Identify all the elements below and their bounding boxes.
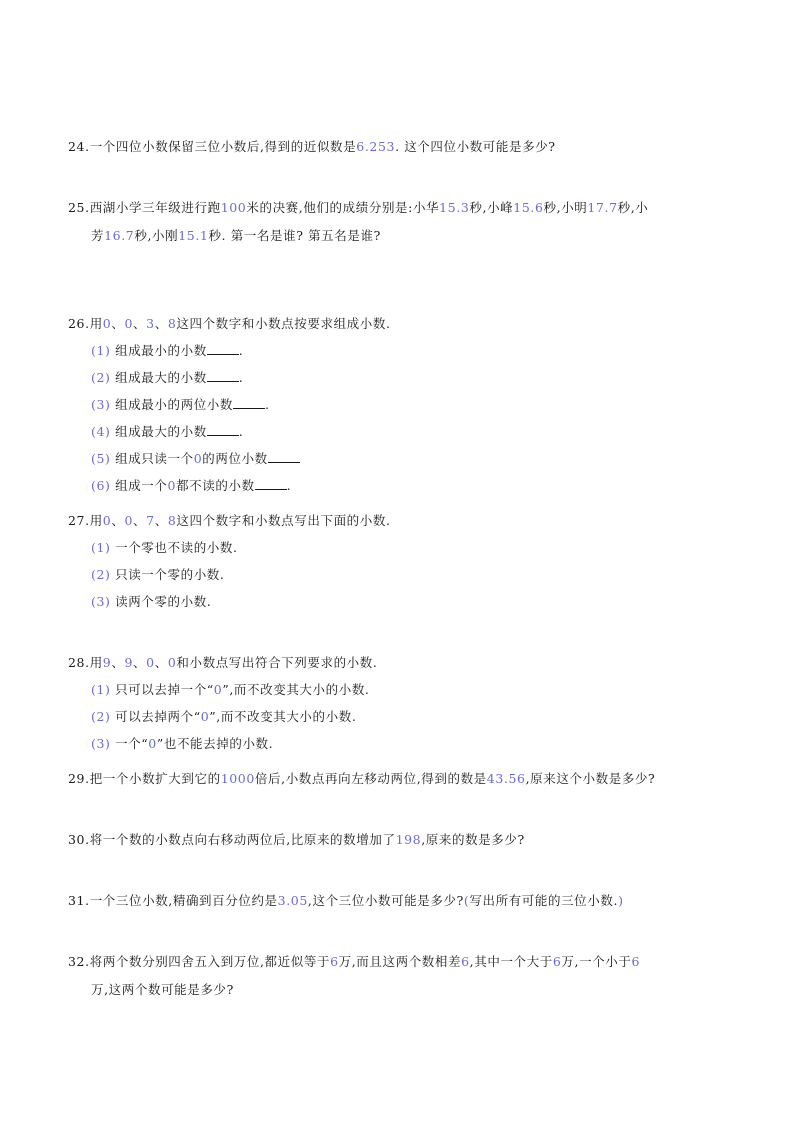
question-number: 32. [68,954,90,969]
question-number: 24. [68,139,90,154]
question-number: 26. [68,316,90,331]
answer-blank[interactable] [268,450,300,463]
question-32: 32.将两个数分别四舍五入到万位,都近似等于6万,而且这两个数相差6,其中一个大于6万,一个小于6 [68,954,641,969]
question-24: 24.一个四位小数保留三位小数后,得到的近似数是6.253. 这个四位小数可能是多少? [68,139,556,154]
question-number: 30. [68,832,90,847]
answer-blank[interactable] [233,396,265,409]
answer-blank[interactable] [255,477,287,490]
question-30: 30.将一个数的小数点向右移动两位后,比原来的数增加了198,原来的数是多少? [68,832,525,847]
sub-question: (3) 一个“0”也不能去掉的小数. [91,736,274,751]
question-number: 31. [68,893,90,908]
question-25: 25.西湖小学三年级进行跑100米的决赛,他们的成绩分别是:小华15.3秒,小峰15.6秒,小明17.7秒,小 [68,200,649,215]
question-28: 28.用9、9、0、0和小数点写出符合下列要求的小数. [68,655,378,670]
sub-question: (2) 可以去掉两个“0”,而不改变其大小的小数. [91,709,357,724]
sub-question: (2) 组成最大的小数 . [91,370,244,385]
question-25-continued: 芳16.7秒,小刚15.1秒. 第一名是谁? 第五名是谁? [91,228,381,243]
answer-blank[interactable] [207,423,239,436]
question-29: 29.把一个小数扩大到它的1000倍后,小数点再向左移动两位,得到的数是43.56,原来这个小数是多少? [68,771,656,786]
question-number: 29. [68,771,90,786]
sub-question: (1) 只可以去掉一个“0”,而不改变其大小的小数. [91,682,370,697]
sub-question: (3) 读两个零的小数. [91,594,212,609]
sub-question: (6) 组成一个0都不读的小数 . [91,478,292,493]
question-32-continued: 万,这两个数可能是多少? [91,982,234,997]
question-26: 26.用0、0、3、8这四个数字和小数点按要求组成小数. [68,316,391,331]
question-number: 27. [68,513,90,528]
sub-question: (1) 组成最小的小数 . [91,343,244,358]
answer-blank[interactable] [207,342,239,355]
question-27: 27.用0、0、7、8这四个数字和小数点写出下面的小数. [68,513,391,528]
sub-question: (4) 组成最大的小数 . [91,424,244,439]
sub-question: (2) 只读一个零的小数. [91,567,225,582]
sub-question: (3) 组成最小的两位小数 . [91,397,270,412]
question-number: 25. [68,200,90,215]
sub-question: (1) 一个零也不读的小数. [91,540,238,555]
question-number: 28. [68,655,90,670]
question-31: 31.一个三位小数,精确到百分位约是3.05,这个三位小数可能是多少?(写出所有可能的三位小数.) [68,893,624,908]
answer-blank[interactable] [207,369,239,382]
sub-question: (5) 组成只读一个0的两位小数 [91,450,300,467]
